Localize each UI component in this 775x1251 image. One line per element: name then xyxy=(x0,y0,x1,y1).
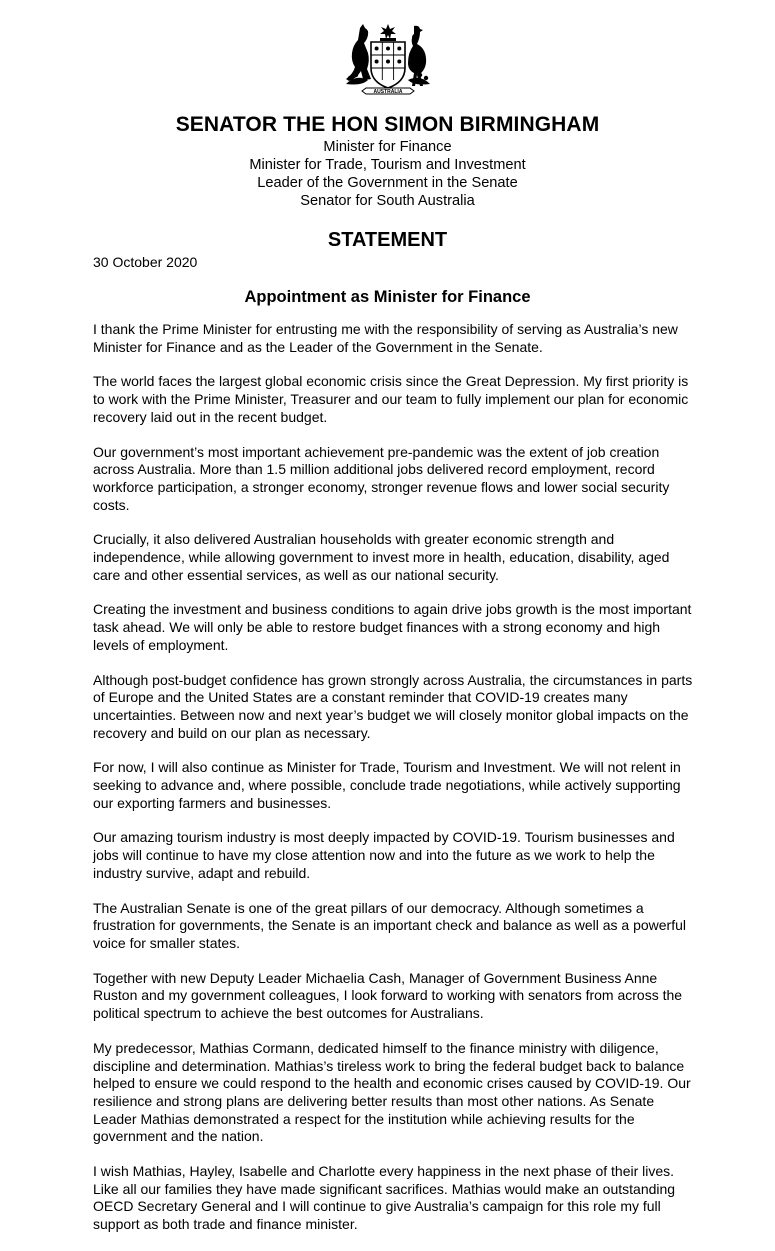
body-paragraph: I wish Mathias, Hayley, Isabelle and Charlotte every happiness in the next phase of their lives. Like all our families they have made significant sacrifices. Mathias would make an outstanding OECD Secretary General and I will continue to give Australia’s campaign for this role my full support as both trade and finance minister. xyxy=(93,1163,676,1233)
minister-role: Senator for South Australia xyxy=(300,193,475,209)
body-paragraph: Together with new Deputy Leader Michaelia Cash, Manager of Government Business Anne Ruston and my government colleagues, I look forward to working with senators from across the political spectrum to achieve the best outcomes for Australians. xyxy=(93,969,683,1022)
body-paragraph: For now, I will also continue as Minister for Trade, Tourism and Investment. We will not relent in seeking to advance and, where possible, conclude trade negotiations, while actively supporting our exporting farmers and businesses. xyxy=(93,759,681,811)
statement-label: STATEMENT xyxy=(327,229,448,251)
body-paragraph: Although post-budget confidence has grown strongly across Australia, the circumstances in parts of Europe and the United States are a constant reminder that COVID-19 creates many uncertainties. Between now and next year’s budget we will closely monitor global impacts on the recovery and build on our plan as necessary. xyxy=(93,671,693,741)
crest-motto: AUSTRALIA xyxy=(373,89,403,96)
body-paragraph: Crucially, it also delivered Australian households with greater economic strength and independence, while allowing government to invest more in health, education, disability, aged care and other essential services, as well as our national security. xyxy=(93,531,670,583)
body-paragraph: The Australian Senate is one of the great pillars of our democracy. Although sometimes a frustration for governments, the Senate is an important check and balance as well as a powerful voice for smaller states. xyxy=(93,899,686,951)
minister-header xyxy=(0,112,775,210)
minister-role: Leader of the Government in the Senate xyxy=(257,175,518,191)
body-paragraph: I thank the Prime Minister for entrusting me with the responsibility of serving as Australia’s new Minister for Finance and as the Leader of the Government in the Senate. xyxy=(93,321,678,355)
minister-role: Minister for Trade, Tourism and Investment xyxy=(249,157,526,173)
body-paragraph: My predecessor, Mathias Cormann, dedicated himself to the finance ministry with diligence, discipline and determination. Mathias’s tireless work to bring the federal budget back to balance helped to ensure we could respond to the health and economic crises caused by COVID-19. Our resilience and strong plans are delivering better results than most other nations. As Senate Leader Mathias demonstrated a respect for the institution while achieving results for the government and the nation. xyxy=(93,1039,691,1145)
body-paragraph: Creating the investment and business conditions to again drive jobs growth is the most important task ahead. We will only be able to restore budget finances with a strong economy and high levels of employment. xyxy=(93,601,692,653)
minister-role: Minister for Finance xyxy=(323,139,452,155)
coat-of-arms-icon xyxy=(338,22,438,98)
statement-body xyxy=(93,321,693,1251)
body-paragraph: Our government’s most important achievement pre-pandemic was the extent of job creation across Australia. More than 1.5 million additional jobs delivered record employment, record workforce participation, a stronger economy, stronger revenue flows and lower social security costs. xyxy=(93,443,670,513)
statement-date: 30 October 2020 xyxy=(93,254,198,270)
statement-title: Appointment as Minister for Finance xyxy=(244,288,531,306)
body-paragraph: The world faces the largest global economic crisis since the Great Depression. My first priority is to work with the Prime Minister, Treasurer and our team to fully implement our plan for economic recovery laid out in the recent budget. xyxy=(93,373,689,425)
body-paragraph: Our amazing tourism industry is most deeply impacted by COVID-19. Tourism businesses and jobs will continue to have my close attention now and into the future as we work to help the industry survive, adapt and rebuild. xyxy=(93,829,675,881)
minister-name: SENATOR THE HON SIMON BIRMINGHAM xyxy=(175,113,600,136)
